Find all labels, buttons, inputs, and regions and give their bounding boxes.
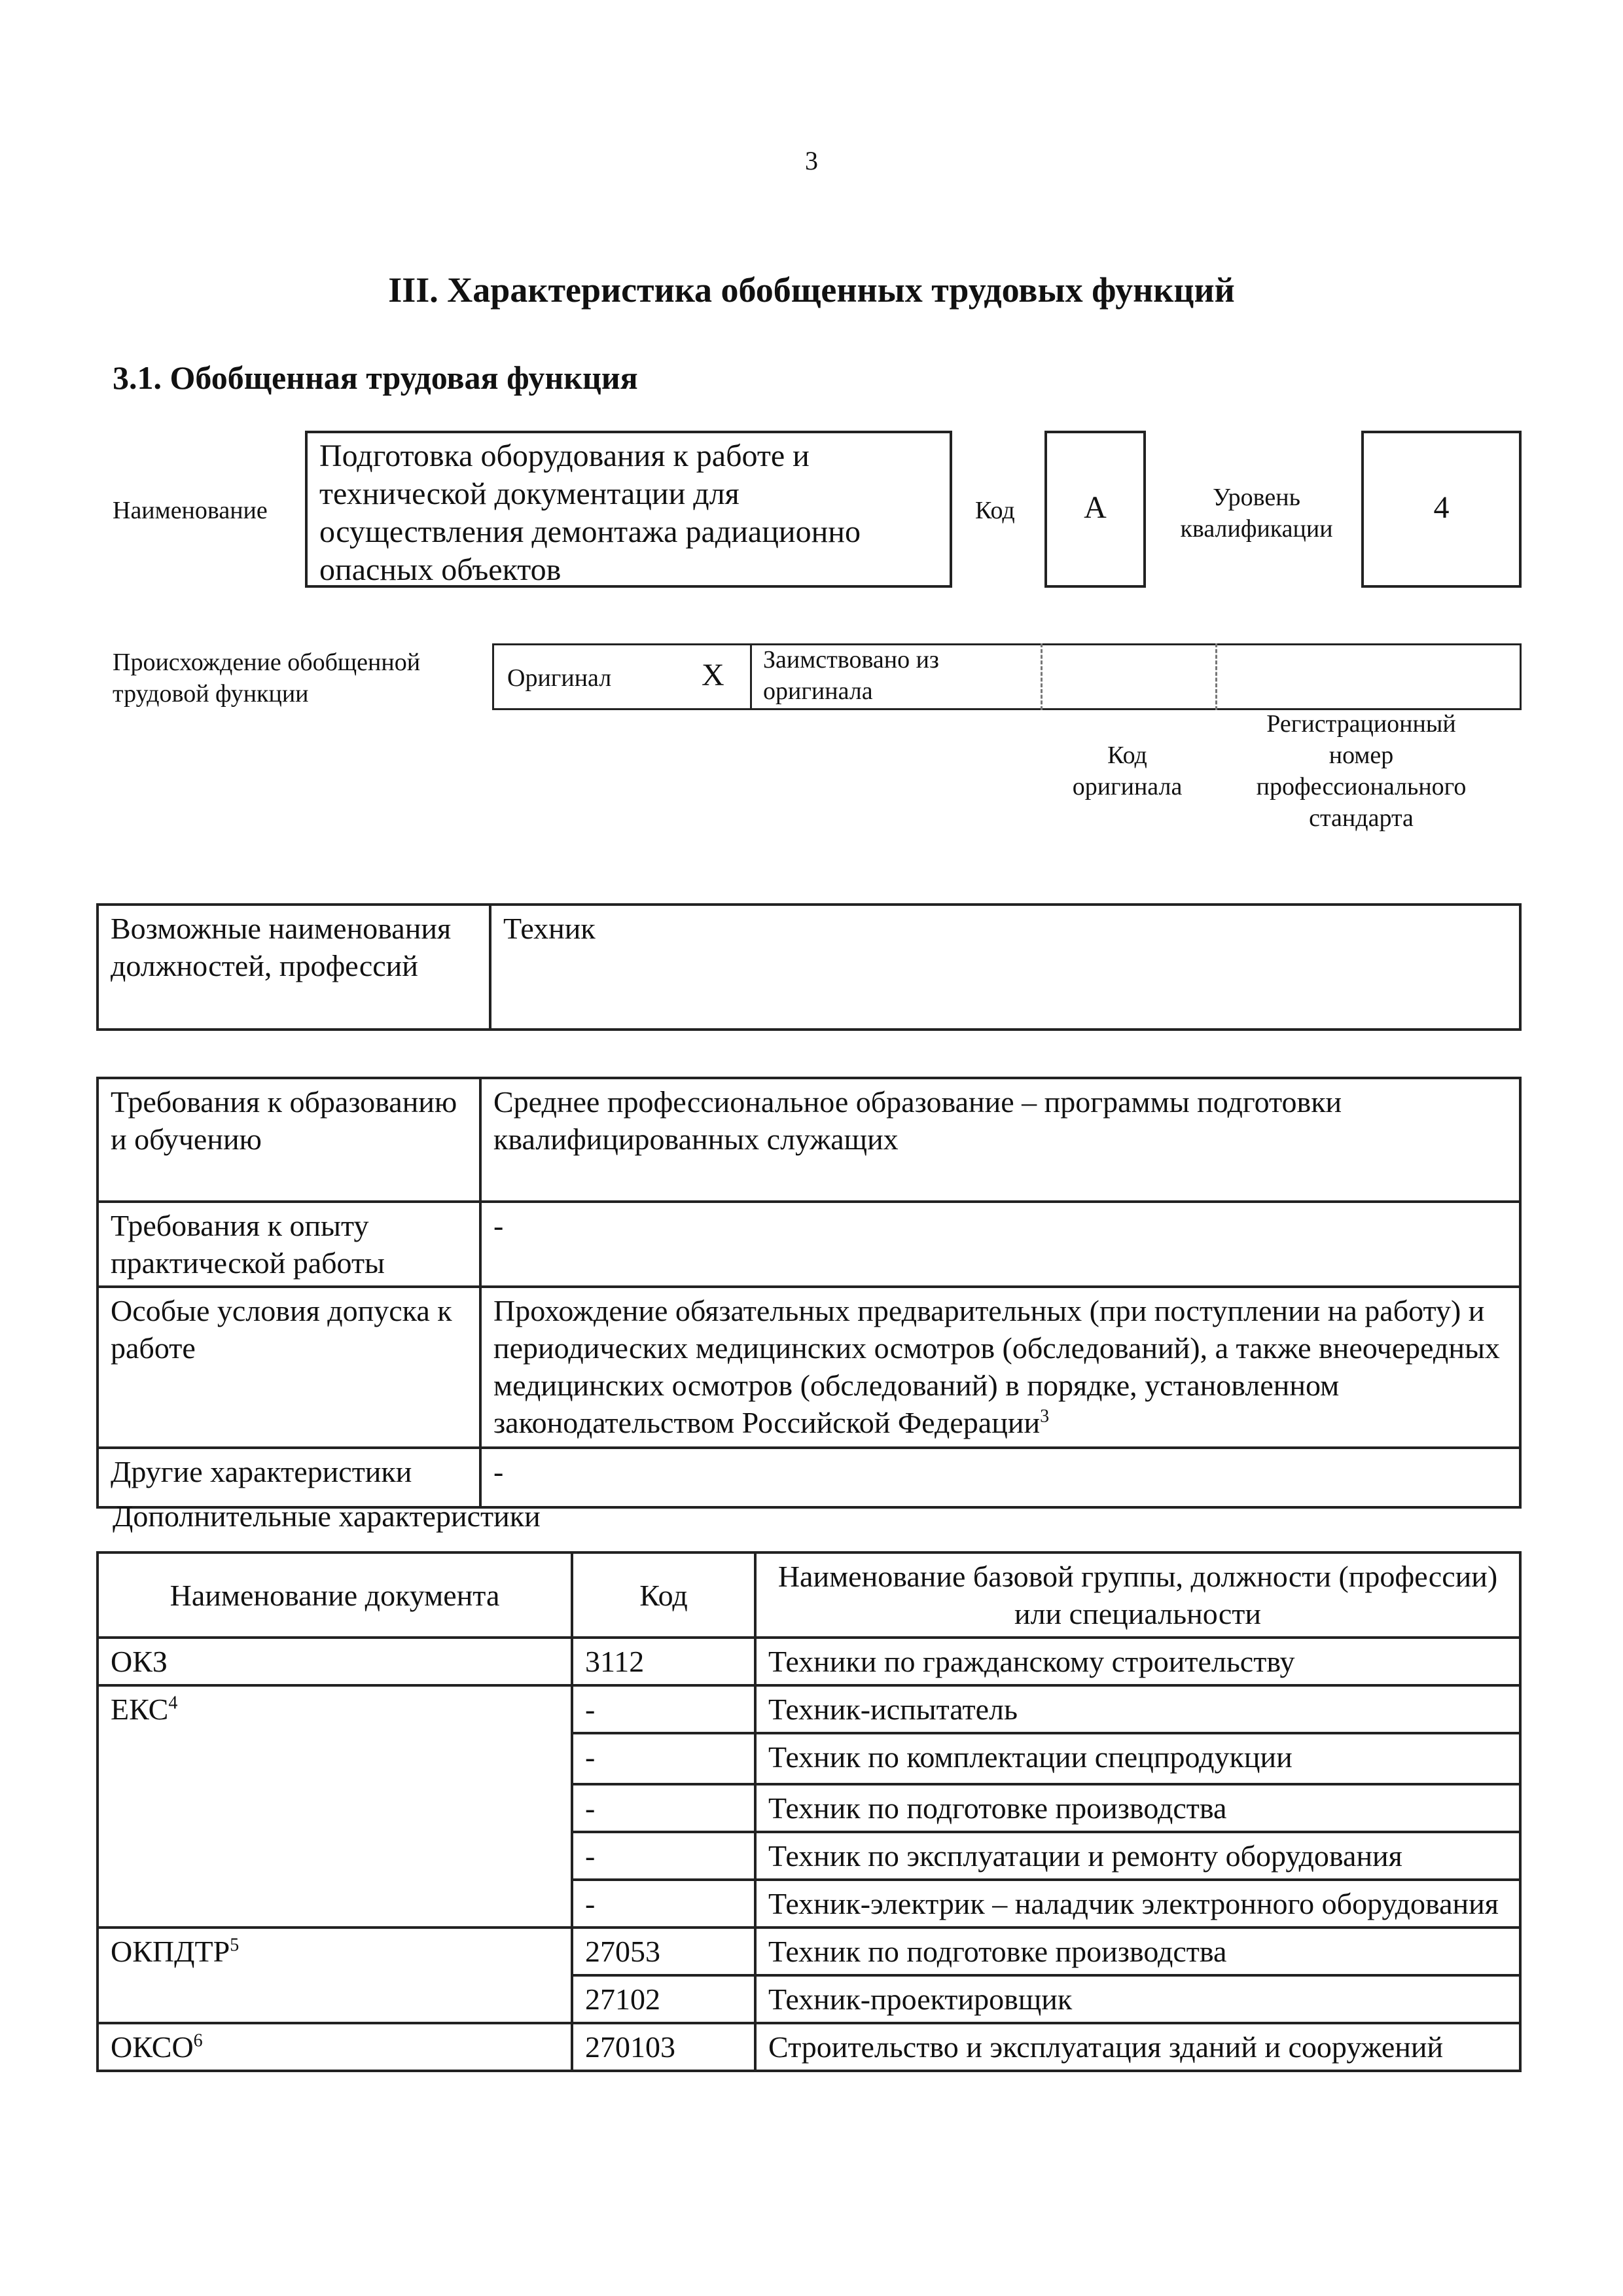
code-cell: - (572, 1784, 755, 1832)
function-name-value: Подготовка оборудования к работе и технической документации для осуществления демонтажа радиационно опасных объектов (319, 439, 861, 587)
level-value: 4 (1433, 490, 1450, 525)
requirement-value: - (480, 1202, 1520, 1287)
footnote-ref: 3 (1040, 1406, 1050, 1427)
requirement-row (98, 1202, 1520, 1287)
name-cell: Строительство и эксплуатация зданий и сооружений (755, 2023, 1520, 2071)
requirement-value: - (480, 1448, 1520, 1507)
borrowed-label: Заимствовано из оригинала (763, 646, 939, 705)
positions-row (98, 905, 1520, 1030)
origin-divider-2 (1041, 643, 1043, 710)
positions-value: Техник (490, 905, 1520, 1030)
requirement-label: Другие характеристики (98, 1448, 480, 1507)
name-cell: Техники по гражданскому строительству (755, 1638, 1520, 1685)
additional-title: Дополнительные характеристики (113, 1499, 541, 1533)
code-cell: 27053 (572, 1928, 755, 1975)
header-code: Код (572, 1552, 755, 1638)
footnote-ref: 4 (168, 1693, 178, 1713)
header-doc: Наименование документа (98, 1552, 572, 1638)
table-row (98, 2023, 1520, 2071)
code-cell: 27102 (572, 1975, 755, 2023)
name-cell: Техник-электрик – наладчик электронного оборудования (755, 1880, 1520, 1928)
header-row (98, 1552, 1520, 1638)
table-row (98, 1638, 1520, 1685)
name-cell: Техник по комплектации спецпродукции (755, 1733, 1520, 1784)
table-row (98, 1928, 1520, 1975)
additional-table (96, 1551, 1522, 2072)
name-cell: Техник по эксплуатации и ремонту оборудования (755, 1832, 1520, 1880)
name-cell: Техник-проектировщик (755, 1975, 1520, 2023)
level-box (1361, 431, 1522, 588)
requirement-value: Среднее профессиональное образование – программы подготовки квалифицированных служащих (480, 1078, 1520, 1202)
requirement-row (98, 1287, 1520, 1448)
function-name-box (305, 431, 952, 588)
original-mark: X (702, 658, 724, 692)
doc-cell (98, 1685, 572, 1928)
origin-label: Происхождение обобщенной трудовой функции (113, 649, 421, 708)
requirements-table (96, 1077, 1522, 1509)
code-cell: - (572, 1733, 755, 1784)
footnote-ref: 6 (193, 2030, 203, 2051)
doc-name: ЕКС (111, 1693, 169, 1726)
footnote-ref: 5 (230, 1935, 240, 1956)
code-cell: 270103 (572, 2023, 755, 2071)
name-cell: Техник по подготовке производства (755, 1928, 1520, 1975)
name-cell: Техник по подготовке производства (755, 1784, 1520, 1832)
origin-box (492, 643, 1522, 710)
subsection-title: 3.1. Обобщенная трудовая функция (113, 359, 638, 396)
requirement-label: Особые условия допуска к работе (98, 1287, 480, 1448)
positions-label: Возможные наименования должностей, профессий (98, 905, 490, 1030)
code-cell: - (572, 1880, 755, 1928)
code-box (1044, 431, 1146, 588)
header-name: Наименование базовой группы, должности (профессии) или специальности (755, 1552, 1520, 1638)
code-original-label: Код оригинала (1072, 742, 1183, 800)
doc-name: ОКСО (111, 2030, 194, 2064)
table-row (98, 1685, 1520, 1733)
requirement-value (480, 1287, 1520, 1448)
origin-divider (750, 643, 752, 710)
code-cell: - (572, 1685, 755, 1733)
section-title: III. Характеристика обобщенных трудовых функций (388, 270, 1235, 310)
original-label: Оригинал (507, 664, 612, 692)
reg-number-label: Регистрационный номер профессионального стандарта (1256, 710, 1467, 832)
doc-cell (98, 1928, 572, 2023)
name-label: Наименование (113, 497, 268, 524)
code-value: А (1084, 490, 1107, 525)
origin-divider-3 (1215, 643, 1217, 710)
code-cell: - (572, 1832, 755, 1880)
code-label: Код (975, 497, 1015, 524)
requirement-label: Требования к опыту практической работы (98, 1202, 480, 1287)
doc-name: ОКПДТР (111, 1935, 230, 1968)
doc-cell (98, 2023, 572, 2071)
requirement-label: Требования к образованию и обучению (98, 1078, 480, 1202)
requirement-text: Прохождение обязательных предварительных (при поступлении на работу) и периодических медицинских осмотров (обследований), а также внеочередных медицинских осмотров (обследований) в порядке, установленном законодательством Российской Федерации (493, 1294, 1500, 1439)
level-label: Уровень квалификации (1180, 484, 1333, 543)
requirement-row (98, 1078, 1520, 1202)
code-cell: 3112 (572, 1638, 755, 1685)
page-number: 3 (805, 146, 818, 175)
doc-cell: ОКЗ (98, 1638, 572, 1685)
positions-table (96, 903, 1522, 1031)
name-cell: Техник-испытатель (755, 1685, 1520, 1733)
